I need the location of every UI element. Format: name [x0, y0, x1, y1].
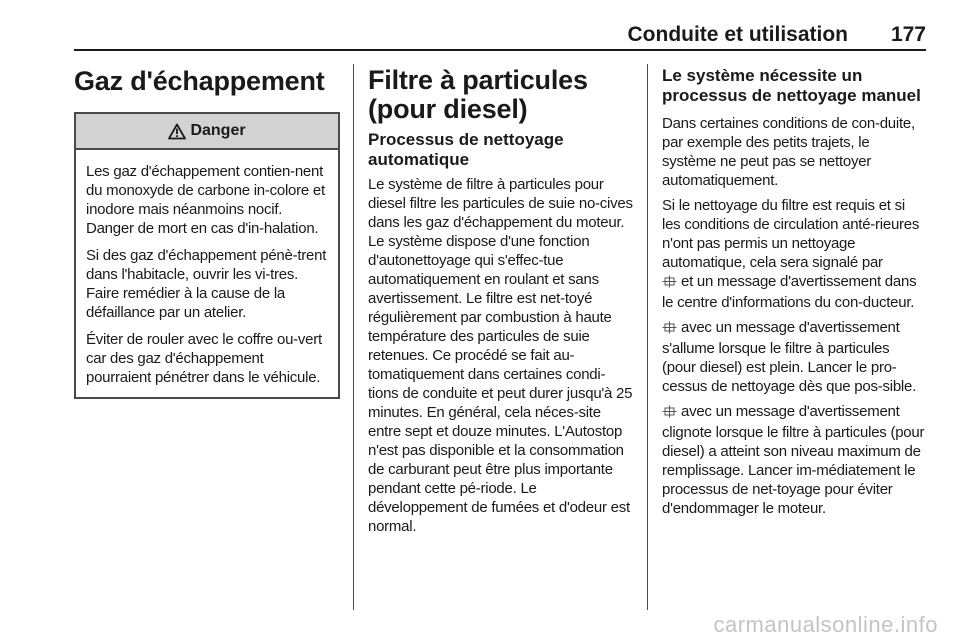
section-title-exhaust: Gaz d'échappement: [74, 66, 325, 96]
automatic-cleaning-paragraph: Le système de filtre à particules pour diesel filtre les particules de suie no-cives dans les gaz d'échappement du moteur. Le système dispose d'une fonction d'autonettoyage qui s'effec-tue automatiquement en roulant et sans avertissement. Le filtre est net-toyé régulièrement par combustion à haute température des particules de suie retenues. Ce procédé se fait au-tomatiquement dans certaines condi-tions de conduite et peut durer jusqu'à 25 minutes. En général, cela néces-site entre sept et douze minutes. L'Autostop n'est pas disponible et la consommation de carburant peut être plus importante pendant cette pé-riode. Le développement de fumées et d'odeur est normal.: [368, 176, 633, 535]
manual-cleaning-paragraph-2-after: et un message d'avertissement dans le centre d'informations du con-ducteur.: [662, 273, 917, 311]
danger-box: [74, 112, 340, 399]
column-particulate-filter: [368, 60, 634, 536]
column-divider-right: [647, 64, 648, 610]
header-rule: [74, 49, 926, 51]
section-title-particulate-filter: Filtre à particules (pour diesel): [368, 65, 588, 124]
manual-cleaning-paragraph-3: [662, 318, 926, 396]
danger-paragraph-1: Les gaz d'échappement contien-nent du monoxyde de carbone in-colore et inodore mais néanmoins nocif. Danger de mort en cas d'in-halation.: [86, 163, 325, 237]
manual-cleaning-paragraph-2: [662, 196, 926, 312]
subsection-title-automatic-cleaning: Processus de nettoyage automatique: [368, 130, 564, 169]
column-exhaust: [74, 60, 340, 399]
header-title: Conduite et utilisation: [627, 23, 848, 46]
danger-paragraph-2: Si des gaz d'échappement pénè-trent dans l'habitacle, ouvrir les vi-tres. Faire remédier à la cause de la défaillance par un atelier.: [86, 247, 327, 321]
danger-header: [76, 114, 338, 150]
page-number: 177: [890, 23, 926, 46]
manual-cleaning-paragraph-1: Dans certaines conditions de con-duite, par exemple des petits trajets, le système ne peut pas se nettoyer automatiquement.: [662, 115, 915, 189]
particulate-filter-icon: [662, 320, 677, 339]
warning-triangle-icon: [168, 123, 186, 140]
danger-paragraph-3: Éviter de rouler avec le coffre ou-vert car des gaz d'échappement pourraient pénétrer dans le véhicule.: [86, 331, 322, 386]
subsection-title-manual-cleaning: Le système nécessite un processus de nettoyage manuel: [662, 66, 921, 105]
manual-cleaning-paragraph-3-text: avec un message d'avertissement s'allume lorsque le filtre à particules (pour diesel) est plein. Lancer le pro-cessus de nettoyage dès que pos-sible.: [662, 319, 917, 395]
particulate-filter-icon: [662, 404, 677, 423]
particulate-filter-icon: [662, 274, 677, 293]
watermark: carmanualsonline.info: [713, 612, 938, 637]
column-manual-cleaning: [662, 60, 926, 518]
danger-label: Danger: [190, 122, 246, 139]
manual-cleaning-paragraph-4-text: avec un message d'avertissement clignote lorsque le filtre à particules (pour diesel) a atteint son niveau maximum de remplissage. Lancer im-médiatement le processus de net-toyage pour éviter d'endommager le moteur.: [662, 403, 925, 517]
manual-cleaning-paragraph-4: [662, 402, 926, 518]
danger-body: [76, 150, 338, 397]
column-divider-left: [353, 64, 354, 610]
manual-cleaning-paragraph-2-text: Si le nettoyage du filtre est requis et si les conditions de circulation anté-rieures n'ont pas permis un nettoyage automatique, cela sera signalé par: [662, 197, 920, 271]
